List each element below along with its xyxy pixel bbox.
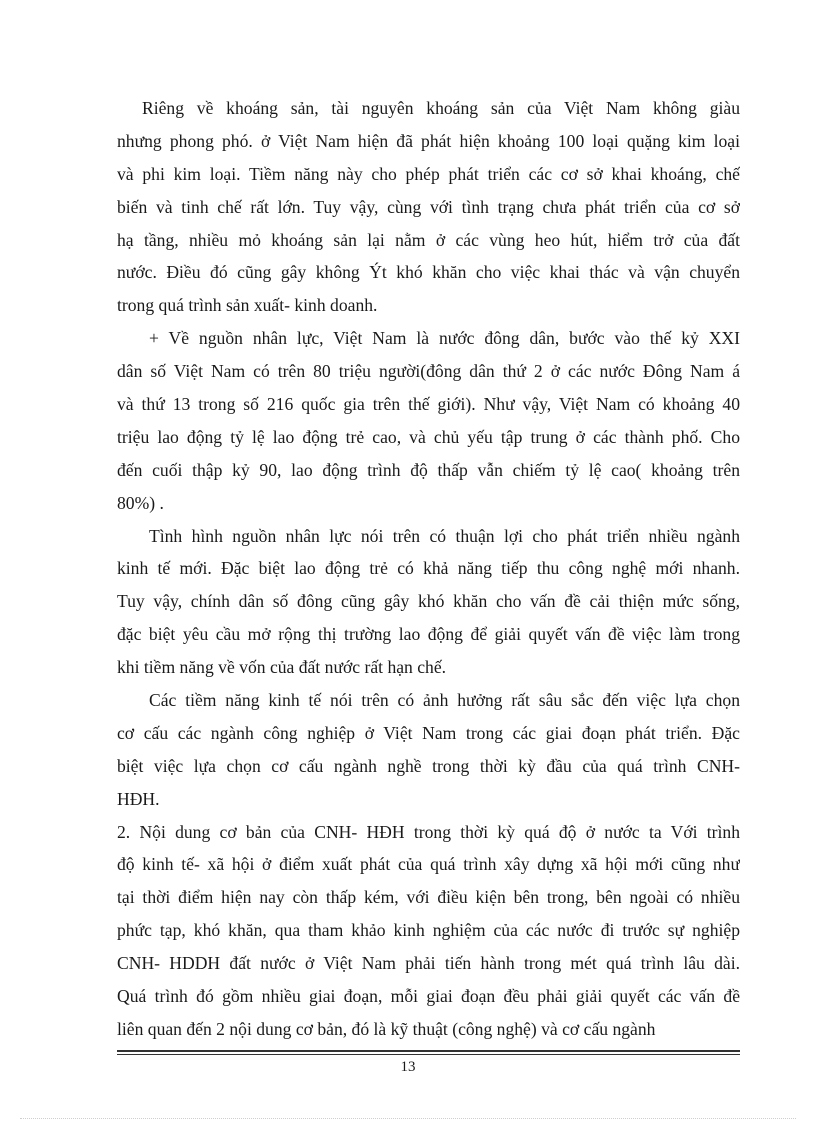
text-line: cơ cấu các ngành công nghiệp ở Việt Nam trong các giai đoạn phát triển. Đặc [117, 722, 740, 743]
text-line: Riêng về khoáng sản, tài nguyên khoáng sản của Việt Nam không giàu [142, 98, 740, 118]
text-line: biệt việc lựa chọn cơ cấu ngành nghề trong thời kỳ đầu của quá trình CNH- [117, 755, 740, 776]
text-line: khi tiềm năng về vốn của đất nước rất hạn chế. [117, 657, 447, 678]
text-line: và phi kim loại. Tiềm năng này cho phép phát triển các cơ sở khai khoáng, chế [117, 163, 740, 184]
text-line: Tình hình nguồn nhân lực nói trên có thuận lợi cho phát triển nhiều ngành [149, 525, 740, 546]
footer-rule [117, 1050, 740, 1055]
text-line: độ kinh tế- xã hội ở điểm xuất phát của quá trình xây dựng xã hội mới cũng như [117, 854, 740, 875]
text-line: kinh tế mới. Đặc biệt lao động trẻ có khả năng tiếp thu công nghệ mới nhanh. [117, 558, 740, 579]
text-line: triệu lao động tỷ lệ lao động trẻ cao, và chủ yếu tập trung ở các thành phố. Cho [117, 426, 740, 447]
text-line: + Về nguồn nhân lực, Việt Nam là nước đông dân, bước vào thế kỷ XXI [149, 328, 740, 349]
text-line: HĐH. [117, 788, 160, 809]
text-line: biến và tinh chế rất lớn. Tuy vậy, cùng với tình trạng chưa phát triển của cơ sở [117, 196, 740, 217]
text-line: Quá trình đó gồm nhiều giai đoạn, mỗi giai đoạn đều phải giải quyết các vấn đề [117, 986, 740, 1007]
text-line: hạ tầng, nhiều mỏ khoáng sản lại nằm ở các vùng heo hút, hiểm trở của đất [117, 229, 740, 250]
text-line: 80%) . [117, 492, 164, 513]
page-number: 13 [400, 1059, 416, 1075]
text-line: và thứ 13 trong số 216 quốc gia trên thế giới). Như vậy, Việt Nam có khoảng 40 [117, 394, 740, 415]
text-line: trong quá trình sản xuất- kinh doanh. [117, 295, 378, 316]
text-line: đến cuối thập kỷ 90, lao động trình độ thấp vẫn chiếm tỷ lệ cao( khoảng trên [117, 459, 740, 480]
text-line: dân số Việt Nam có trên 80 triệu người(đông dân thứ 2 ở các nước Đông Nam á [117, 361, 740, 382]
text-line: Các tiềm năng kinh tế nói trên có ảnh hưởng rất sâu sắc đến việc lựa chọn [149, 690, 740, 711]
footer-rule-thin [117, 1054, 740, 1055]
text-line: CNH- HDDH đất nước ở Việt Nam phải tiến hành trong mét quá trình lâu dài. [117, 953, 740, 974]
document-body [117, 92, 740, 1046]
text-line: liên quan đến 2 nội dung cơ bản, đó là kỹ thuật (công nghệ) và cơ cấu ngành [117, 1018, 656, 1039]
page-bottom-border [20, 1118, 796, 1119]
text-line: tại thời điểm hiện nay còn thấp kém, với điều kiện bên trong, bên ngoài có nhiều [117, 887, 740, 908]
footer-rule-thick [117, 1050, 740, 1052]
text-line: 2. Nội dung cơ bản của CNH- HĐH trong thời kỳ quá độ ở nước ta Với trình [117, 821, 740, 842]
text-line: Tuy vậy, chính dân số đông cũng gây khó khăn cho vấn đề cải thiện mức sống, [117, 591, 740, 612]
text-line: đặc biệt yêu cầu mở rộng thị trường lao động để giải quyết vấn đề việc làm trong [117, 624, 740, 645]
text-line: phức tạp, khó khăn, qua tham khảo kinh nghiệm của các nước đi trước sự nghiệp [117, 920, 740, 941]
text-line: nhưng phong phó. ở Việt Nam hiện đã phát hiện khoảng 100 loại quặng kim loại [117, 130, 740, 151]
text-line: nước. Điều đó cũng gây không Ýt khó khăn cho việc khai thác và vận chuyển [117, 262, 740, 283]
